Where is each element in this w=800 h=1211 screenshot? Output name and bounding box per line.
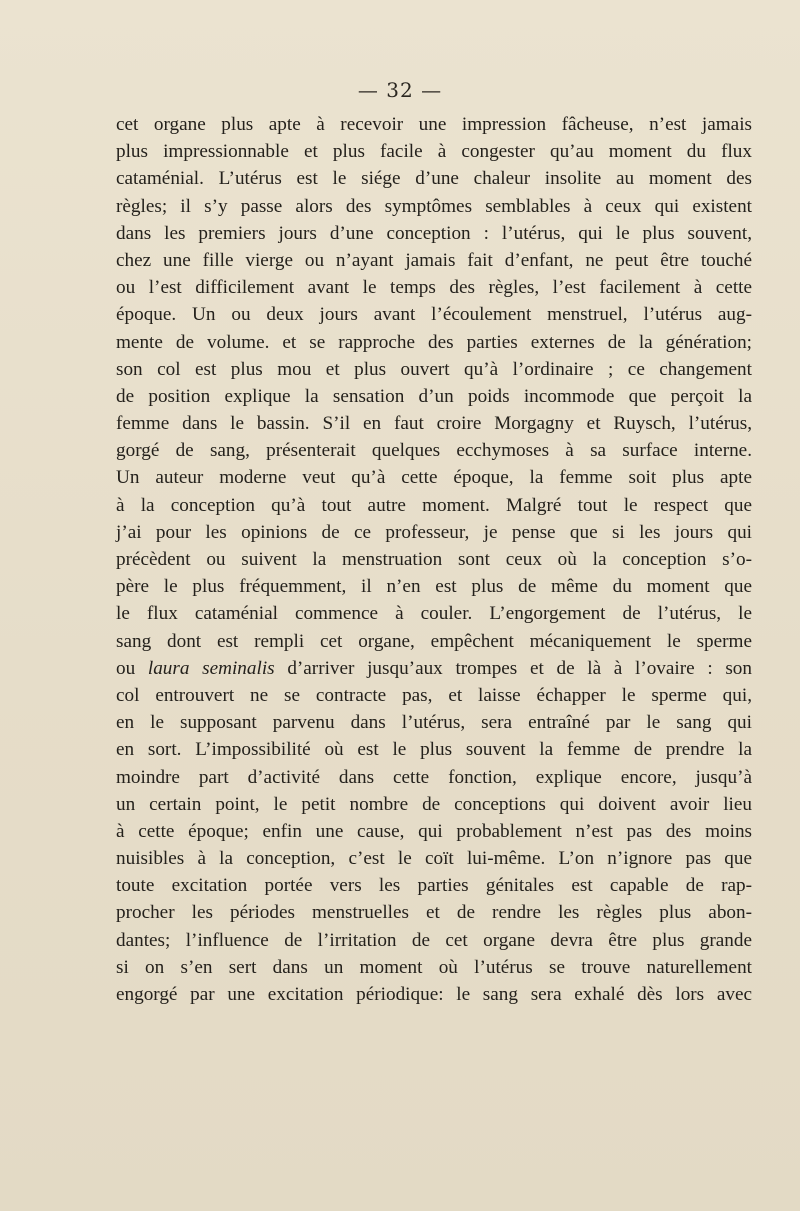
- text-line: règles; il s’y passe alors des symptômes semblables à ceux qui existent: [116, 195, 752, 217]
- text-line: femme dans le bassin. S’il en faut croire Morgagny et Ruysch, l’utérus,: [116, 413, 752, 435]
- text-line: en sort. L’impossibilité où est le plus souvent la femme de prendre la: [116, 739, 752, 761]
- text-line: père le plus fréquemment, il n’en est plus de même du moment que: [116, 576, 752, 598]
- text-line: son col est plus mou et plus ouvert qu’à l’ordinaire ; ce changement: [116, 358, 752, 380]
- text-line: en le supposant parvenu dans l’utérus, sera entraîné par le sang qui: [116, 712, 752, 734]
- text-line: cet organe plus apte à recevoir une impression fâcheuse, n’est jamais: [116, 114, 752, 135]
- page-number: — 32 —: [357, 78, 443, 102]
- text-line: dantes; l’influence de l’irritation de cet organe devra être plus grande: [116, 929, 752, 951]
- text-line: gorgé de sang, présenterait quelques ecchymoses à sa surface interne.: [116, 440, 752, 462]
- text-line: sang dont est rempli cet organe, empêchent mécaniquement le sperme: [116, 630, 752, 652]
- italic-term: laura seminalis: [147, 657, 275, 679]
- text-line: le flux cataménial commence à couler. L’engorgement de l’utérus, le: [116, 603, 752, 625]
- text-line: de position explique la sensation d’un poids incommode que perçoit la: [116, 385, 752, 407]
- text-line: col entrouvert ne se contracte pas, et laisse échapper le sperme qui,: [116, 684, 752, 706]
- text-line: toute excitation portée vers les parties génitales est capable de rap-: [116, 875, 752, 897]
- text-line: engorgé par une excitation périodique: le sang sera exhalé dès lors avec: [116, 984, 752, 1005]
- text-line: dans les premiers jours d’une conception : l’utérus, qui le plus souvent,: [116, 222, 752, 244]
- text-line: cataménial. L’utérus est le siége d’une chaleur insolite au moment des: [116, 168, 752, 190]
- text-line-with-italic: [116, 655, 752, 682]
- text-line: à cette époque; enfin une cause, qui probablement n’est pas des moins: [116, 820, 752, 842]
- body-text: [116, 111, 752, 1008]
- text-line: si on s’en sert dans un moment où l’utérus se trouve naturellement: [116, 956, 752, 978]
- text-line: mente de volume. et se rapproche des parties externes de la génération;: [116, 331, 752, 353]
- text-fragment: ou: [116, 657, 148, 679]
- text-line: plus impressionnable et plus facile à congester qu’au moment du flux: [116, 141, 752, 163]
- text-line: nuisibles à la conception, c’est le coït lui-même. L’on n’ignore pas que: [116, 848, 752, 870]
- text-line: Un auteur moderne veut qu’à cette époque, la femme soit plus apte: [116, 467, 752, 489]
- text-line: j’ai pour les opinions de ce professeur, je pense que si les jours qui: [116, 521, 752, 543]
- text-line: époque. Un ou deux jours avant l’écoulement menstruel, l’utérus aug-: [116, 304, 752, 326]
- text-line: ou l’est difficilement avant le temps des règles, l’est facilement à cette: [116, 277, 752, 299]
- text-line: à la conception qu’à tout autre moment. Malgré tout le respect que: [116, 494, 752, 516]
- text-line: un certain point, le petit nombre de conceptions qui doivent avoir lieu: [116, 793, 752, 815]
- text-line: moindre part d’activité dans cette fonction, explique encore, jusqu’à: [116, 766, 752, 788]
- text-line: procher les périodes menstruelles et de rendre les règles plus abon-: [116, 902, 752, 924]
- text-fragment: d’arriver jusqu’aux trompes et de là à l’ovaire : son: [287, 657, 752, 679]
- text-line: chez une fille vierge ou n’ayant jamais fait d’enfant, ne peut être touché: [116, 249, 752, 271]
- text-line: précèdent ou suivent la menstruation sont ceux où la conception s’o-: [116, 549, 752, 570]
